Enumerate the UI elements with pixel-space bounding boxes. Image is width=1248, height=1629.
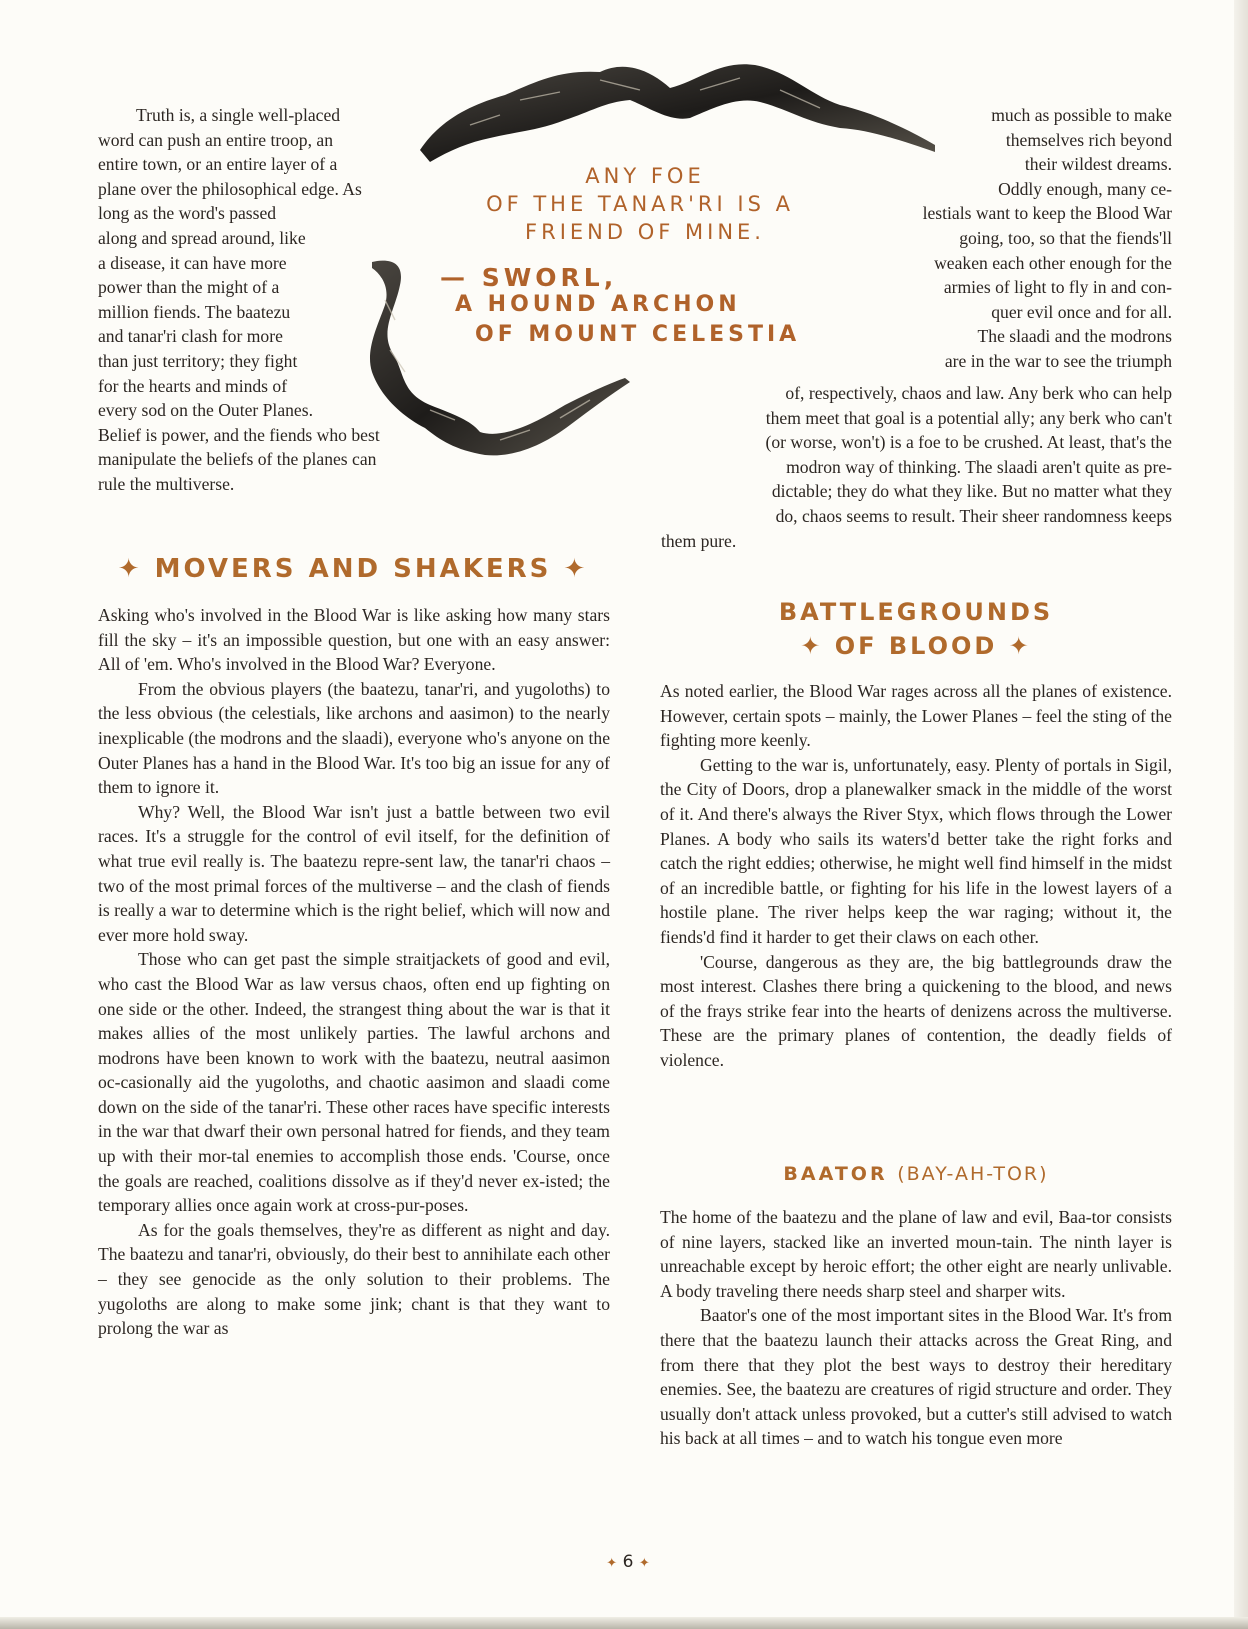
text-line: lestials want to keep the Blood War xyxy=(922,203,1172,224)
section-heading-battlegrounds-line1: BATTLEGROUNDS xyxy=(778,598,1054,626)
text-line: along and spread around, like xyxy=(98,227,306,248)
intro-right-text xyxy=(820,103,1172,374)
text-line: going, too, so that the fiends'll xyxy=(959,227,1172,248)
diamond-ornament-icon: ✦ xyxy=(800,632,824,660)
quote-line-2: OF THE TANAR'RI IS A xyxy=(486,192,794,216)
text-line: weaken each other enough for the xyxy=(934,252,1172,273)
text-line: than just territory; they fight xyxy=(98,350,298,371)
text-line: Belief is power, and the fiends who best xyxy=(98,424,380,445)
text-line: The slaadi and the modrons xyxy=(977,326,1172,347)
paragraph: Those who can get past the simple straitjackets of good and evil, who cast the Blood War as law versus chaos, often end up fighting on one side or the other. Indeed, the strangest thing about the war is that it makes allies of the most unlikely parties. The lawful archons and modrons have been known to work with the baatezu, neutral aasimon oc-casionally aid the yugoloths, and chaotic aasimon and slaadi come down on the side of the tanar'ri. These other races have specific interests in the war that dwarf their own personal hatred for fiends, and they team up with their mor-tal enemies to accomplish those ends. 'Course, once the goals are reached, coalitions dissolve as if they'd never ex-isted; the temporary allies once again work at cross-pur-poses. xyxy=(98,949,610,1216)
text-line: do, chaos seems to result. Their sheer randomness keeps xyxy=(775,505,1172,526)
intro-left-text xyxy=(98,103,440,497)
subheading-baator xyxy=(660,1163,1172,1185)
text-line: rule the multiverse. xyxy=(98,473,235,494)
text-line: for the hearts and minds of xyxy=(98,375,288,396)
text-line: them meet that goal is a potential ally; any berk who can't xyxy=(765,407,1172,428)
paragraph: Getting to the war is, unfortunately, easy. Plenty of portals in Sigil, the City of Doors, drop a planewalker smack in the middle of the worst of it. And there's always the River Styx, which flows through the Lower Planes. A body who sails its waters'd better take the right forks and catch the right eddies; otherwise, he might well find himself in the midst of an incredible battle, or fighting for his life in the lowest layers of a hostile plane. The river helps keep the war raging; without it, the fiends'd find it harder to get their claws on each other. xyxy=(660,754,1172,947)
section-heading-battlegrounds xyxy=(660,598,1172,660)
scan-edge-bottom xyxy=(0,1617,1248,1629)
text-line: dictable; they do what they like. But no matter what they xyxy=(771,481,1172,502)
text-line: every sod on the Outer Planes. xyxy=(98,400,313,421)
diamond-ornament-icon: ✦ xyxy=(117,554,143,584)
text-line: word can push an entire troop, an xyxy=(98,129,333,150)
text-line: are in the war to see the triumph xyxy=(944,350,1172,371)
page-number xyxy=(604,1552,652,1572)
text-line: million fiends. The baatezu xyxy=(98,301,291,322)
right-para-continuation xyxy=(660,381,1172,553)
text-line: them pure. xyxy=(661,530,737,551)
text-line: quer evil once and for all. xyxy=(991,301,1172,322)
text-line: a disease, it can have more xyxy=(98,252,287,273)
text-line: armies of light to fly in and con- xyxy=(943,277,1172,298)
scan-edge xyxy=(1234,0,1248,1629)
quote-attribution-3: OF MOUNT CELESTIA xyxy=(475,322,801,347)
text-line: much as possible to make xyxy=(991,105,1172,125)
text-line: plane over the philosophical edge. As xyxy=(98,178,362,199)
section-heading-battlegrounds-line2: OF BLOOD xyxy=(834,632,998,660)
diamond-ornament-icon: ✦ xyxy=(1008,632,1032,660)
section-heading-movers-text: MOVERS AND SHAKERS xyxy=(154,554,552,584)
text-line: Truth is, a single well-placed xyxy=(136,105,341,125)
paragraph: Asking who's involved in the Blood War is like asking how many stars fill the sky – it's an impossible question, but one with an easy answer: All of 'em. Who's involved in the Blood War? Everyone. xyxy=(98,605,610,675)
page-number-value: 6 xyxy=(622,1552,634,1572)
text-line: entire town, or an entire layer of a xyxy=(98,154,338,175)
subheading-baator-pronunciation: (BAY-AH-TOR) xyxy=(897,1163,1049,1185)
text-line: manipulate the beliefs of the planes can xyxy=(98,449,377,470)
paragraph: Baator's one of the most important sites in the Blood War. It's from there that the baatezu launch their attacks across the Great Ring, and from there that they plot the best ways to destroy their hereditary enemies. See, the baatezu are creatures of rigid structure and order. They usually don't attack unless provoked, but a cutter's still advised to watch his back at all times – and to watch his tongue even more xyxy=(660,1305,1172,1449)
text-line: long as the word's passed xyxy=(98,203,277,224)
movers-body xyxy=(98,603,610,1341)
paragraph: As noted earlier, the Blood War rages across all the planes of existence. However, certain spots – mainly, the Lower Planes – feel the sting of the fighting more keenly. xyxy=(660,681,1172,751)
diamond-ornament-icon: ✦ xyxy=(606,1556,618,1571)
text-line: themselves rich beyond xyxy=(1005,129,1172,150)
text-line: modron way of thinking. The slaadi aren't quite as pre- xyxy=(786,456,1172,477)
battlegrounds-body xyxy=(660,679,1172,1073)
paragraph: 'Course, dangerous as they are, the big battlegrounds draw the most interest. Clashes there bring a quickening to the blood, and news of the frays strike fear into the hearts of denizens across the multiverse. These are the primary planes of contention, the deadly fields of violence. xyxy=(660,951,1172,1070)
quote-attribution-2: A HOUND ARCHON xyxy=(455,292,741,317)
diamond-ornament-icon: ✦ xyxy=(638,1556,650,1571)
paragraph: As for the goals themselves, they're as different as night and day. The baatezu and tanar'ri, obviously, do their best to annihilate each other – they see genocide as the only solution to their problems. The yugoloths are along to make some jink; chant is that they want to prolong the war as xyxy=(98,1219,610,1339)
text-line: and tanar'ri clash for more xyxy=(98,326,283,347)
paragraph: Why? Well, the Blood War isn't just a battle between two evil races. It's a struggle for the control of evil itself, for the definition of what true evil really is. The baatezu repre-sent law, the tanar'ri chaos – two of the most primal forces of the multiverse – and the clash of fiends is really a war to determine which is the right belief, which will now and ever more hold sway. xyxy=(98,801,610,945)
paragraph: From the obvious players (the baatezu, tanar'ri, and yugoloths) to the less obvious (the celestials, like archons and aasimon) to the nearly inexplicable (the modrons and the slaadi), everyone who's anyone on the Outer Planes has a hand in the Blood War. It's too big an issue for any of them to ignore it. xyxy=(98,678,610,798)
subheading-baator-name: BAATOR xyxy=(783,1163,888,1185)
diamond-ornament-icon: ✦ xyxy=(563,554,589,584)
quote-line-3: FRIEND OF MINE. xyxy=(525,220,765,244)
quote-line-1: ANY FOE xyxy=(585,164,705,188)
text-line: Oddly enough, many ce- xyxy=(998,178,1172,199)
text-line: power than the might of a xyxy=(98,277,280,298)
text-line: of, respectively, chaos and law. Any berk who can help xyxy=(785,383,1172,403)
section-heading-battlegrounds-line2-wrap xyxy=(660,632,1172,660)
text-line: their wildest dreams. xyxy=(1024,154,1172,175)
baator-body xyxy=(660,1205,1172,1451)
paragraph: The home of the baatezu and the plane of law and evil, Baa-tor consists of nine layers, stacked like an inverted moun-tain. The ninth layer is unreachable except by heroic effort; the other eight are nearly unlivable. A body traveling there needs sharp steel and sharper wits. xyxy=(660,1207,1172,1301)
section-heading-movers xyxy=(98,554,608,584)
text-line: (or worse, won't) is a foe to be crushed. At least, that's the xyxy=(765,432,1172,453)
quote-attribution-1: — SWORL, xyxy=(440,263,618,292)
